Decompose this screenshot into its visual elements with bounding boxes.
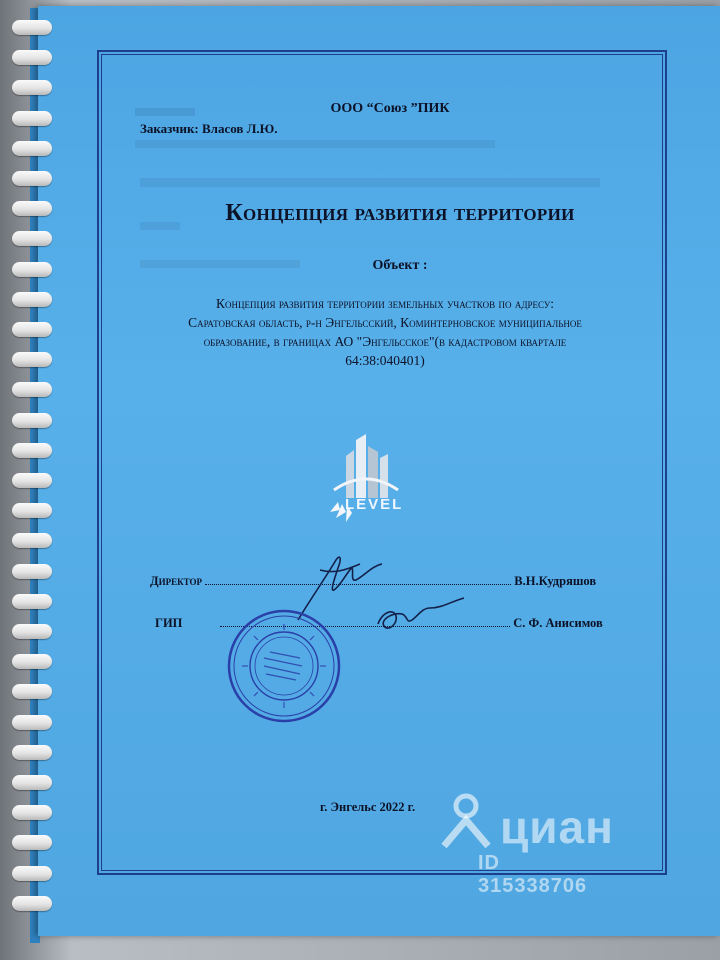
binding-ring	[12, 745, 52, 760]
organization-name: ООО “Союз ”ПИК	[330, 101, 450, 116]
binding-ring	[12, 262, 52, 277]
object-description-line: 64:38:040401)	[345, 353, 425, 368]
company-stamp	[226, 608, 342, 724]
level-logo-icon	[320, 428, 412, 528]
binding-ring	[12, 866, 52, 881]
show-through-text	[140, 260, 300, 268]
binding-ring	[12, 231, 52, 246]
watermark-brand: циан	[500, 801, 614, 853]
binding-ring	[12, 382, 52, 397]
binding-ring	[12, 896, 52, 911]
show-through-text	[140, 178, 600, 187]
map-pin-icon	[440, 790, 496, 850]
chief-engineer-name: С. Ф. Анисимов	[513, 616, 603, 630]
object-description-line: образование, в границах АО "Энгельсское"(в кадастровом квартале	[203, 334, 567, 349]
binding-ring	[12, 50, 52, 65]
binding-ring	[12, 624, 52, 639]
watermark-id: ID 315338706	[478, 852, 588, 897]
binding-ring	[12, 80, 52, 95]
binding-ring	[12, 533, 52, 548]
binding-ring	[12, 503, 52, 518]
binding-ring	[12, 684, 52, 699]
binding-ring	[12, 775, 52, 790]
director-role: Директор	[150, 574, 203, 588]
object-description	[110, 294, 660, 370]
place-and-year: г. Энгельс 2022 г.	[320, 800, 416, 814]
client-name: Заказчик: Власов Л.Ю.	[140, 121, 278, 136]
logo-text: LEVEL	[345, 496, 404, 513]
chief-engineer-role: ГИП	[155, 616, 183, 630]
binding-ring	[12, 715, 52, 730]
binding-ring	[12, 171, 52, 186]
director-name: В.Н.Кудряшов	[514, 574, 597, 588]
binding-ring	[12, 835, 52, 850]
binding-ring	[12, 141, 52, 156]
show-through-text	[135, 140, 495, 148]
binding-ring	[12, 654, 52, 669]
binding-ring	[12, 413, 52, 428]
binding-ring	[12, 352, 52, 367]
object-label: Объект :	[372, 258, 428, 273]
binding-ring	[12, 292, 52, 307]
binding-ring	[12, 564, 52, 579]
binding-ring	[12, 594, 52, 609]
binding-ring	[12, 805, 52, 820]
binding-ring	[12, 322, 52, 337]
object-description-line: Концепция развития территории земельных участков по адресу:	[216, 296, 554, 311]
document-title-text: Концепция развития территории	[225, 200, 575, 226]
binding-ring	[12, 473, 52, 488]
binding-ring	[12, 201, 52, 216]
document-title	[160, 200, 640, 227]
chief-engineer-signature	[372, 594, 472, 640]
binding-ring	[12, 443, 52, 458]
spiral-binding	[12, 20, 52, 910]
binding-ring	[12, 20, 52, 35]
object-description-line: Саратовская область, р-н Энгельсский, Коминтерновское муниципальное	[188, 315, 582, 330]
